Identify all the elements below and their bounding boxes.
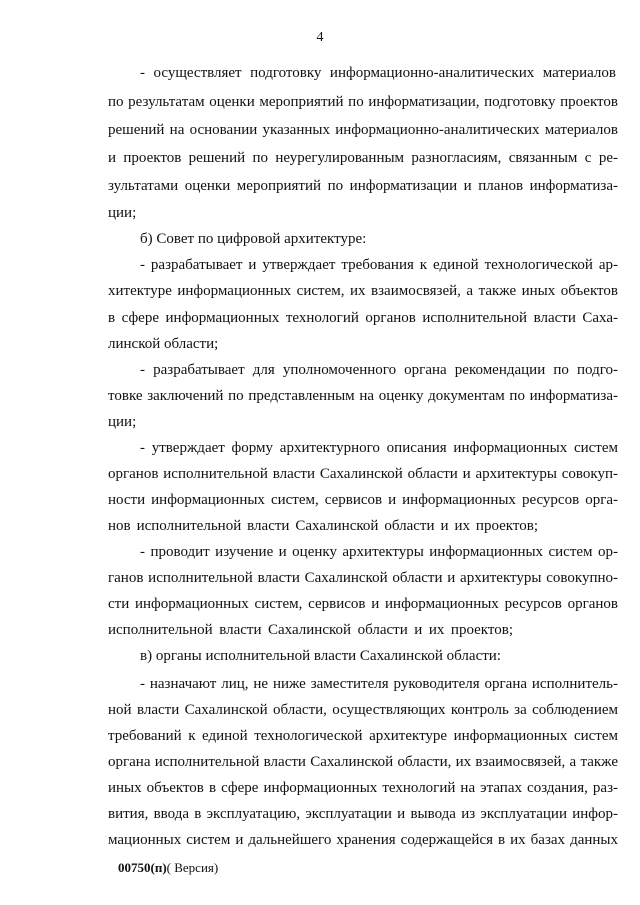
text-line: - осуществляет подготовку информационно-аналитических материалов xyxy=(140,65,616,81)
text-line: вития, ввода в эксплуатацию, эксплуатации и вывода из эксплуатации инфор- xyxy=(108,806,618,822)
text-line: требований к единой технологической архитектуре информационных систем xyxy=(108,728,618,744)
text-line: - назначают лиц, не ниже заместителя руководителя органа исполнитель- xyxy=(140,676,618,692)
text-line: в сфере информационных технологий органов исполнительной власти Саха- xyxy=(108,310,618,326)
footer-code: 00750(п) xyxy=(118,860,167,875)
text-line: ции; xyxy=(108,414,137,430)
text-line: нов исполнительной власти Сахалинской области и их проектов; xyxy=(108,518,538,534)
text-line: ной власти Сахалинской области, осуществляющих контроль за соблюдением xyxy=(108,702,618,718)
text-line: органов исполнительной власти Сахалинской области и архитектуры совокуп- xyxy=(108,466,618,482)
text-line: - утверждает форму архитектурного описания информационных систем xyxy=(140,440,618,456)
text-line: по результатам оценки мероприятий по информатизации, подготовку проектов xyxy=(108,94,618,110)
text-line: иных объектов в сфере информационных технологий на этапах создания, раз- xyxy=(108,780,618,796)
text-line: зультатами оценки мероприятий по информатизации и планов информатиза- xyxy=(108,178,618,194)
footer-version: ( Версия) xyxy=(166,860,219,875)
text-line: линской области; xyxy=(108,336,219,352)
text-line: сти информационных систем, сервисов и информационных ресурсов органов xyxy=(108,596,618,612)
text-line: - разрабатывает и утверждает требования к единой технологической ар- xyxy=(140,257,618,273)
text-line: - разрабатывает для уполномоченного органа рекомендации по подго- xyxy=(140,362,618,378)
text-line: товке заключений по представленным на оценку документам по информатиза- xyxy=(108,388,618,404)
text-line: - проводит изучение и оценку архитектуры информационных систем ор- xyxy=(140,544,618,560)
page-number: 4 xyxy=(316,30,324,45)
text-line: б) Совет по цифровой архитектуре: xyxy=(140,231,367,247)
text-line: исполнительной власти Сахалинской области и их проектов; xyxy=(108,622,513,638)
text-line: и проектов решений по неурегулированным разногласиям, связанным с ре- xyxy=(108,150,618,166)
text-line: в) органы исполнительной власти Сахалинской области: xyxy=(140,648,501,664)
footer-document-code xyxy=(118,860,218,876)
text-line: ганов исполнительной власти Сахалинской области и архитектуры совокупно- xyxy=(108,570,618,586)
text-line: решений на основании указанных информационно-аналитических материалов xyxy=(108,122,618,138)
text-line: ности информационных систем, сервисов и информационных ресурсов орга- xyxy=(108,492,618,508)
text-line: хитектуре информационных систем, их взаимосвязей, а также иных объектов xyxy=(108,283,618,299)
text-line: органа исполнительной власти Сахалинской области, их взаимосвязей, а также xyxy=(108,754,618,770)
text-line: мационных систем и дальнейшего хранения содержащейся в их базах данных xyxy=(108,832,618,848)
text-line: ции; xyxy=(108,205,137,221)
